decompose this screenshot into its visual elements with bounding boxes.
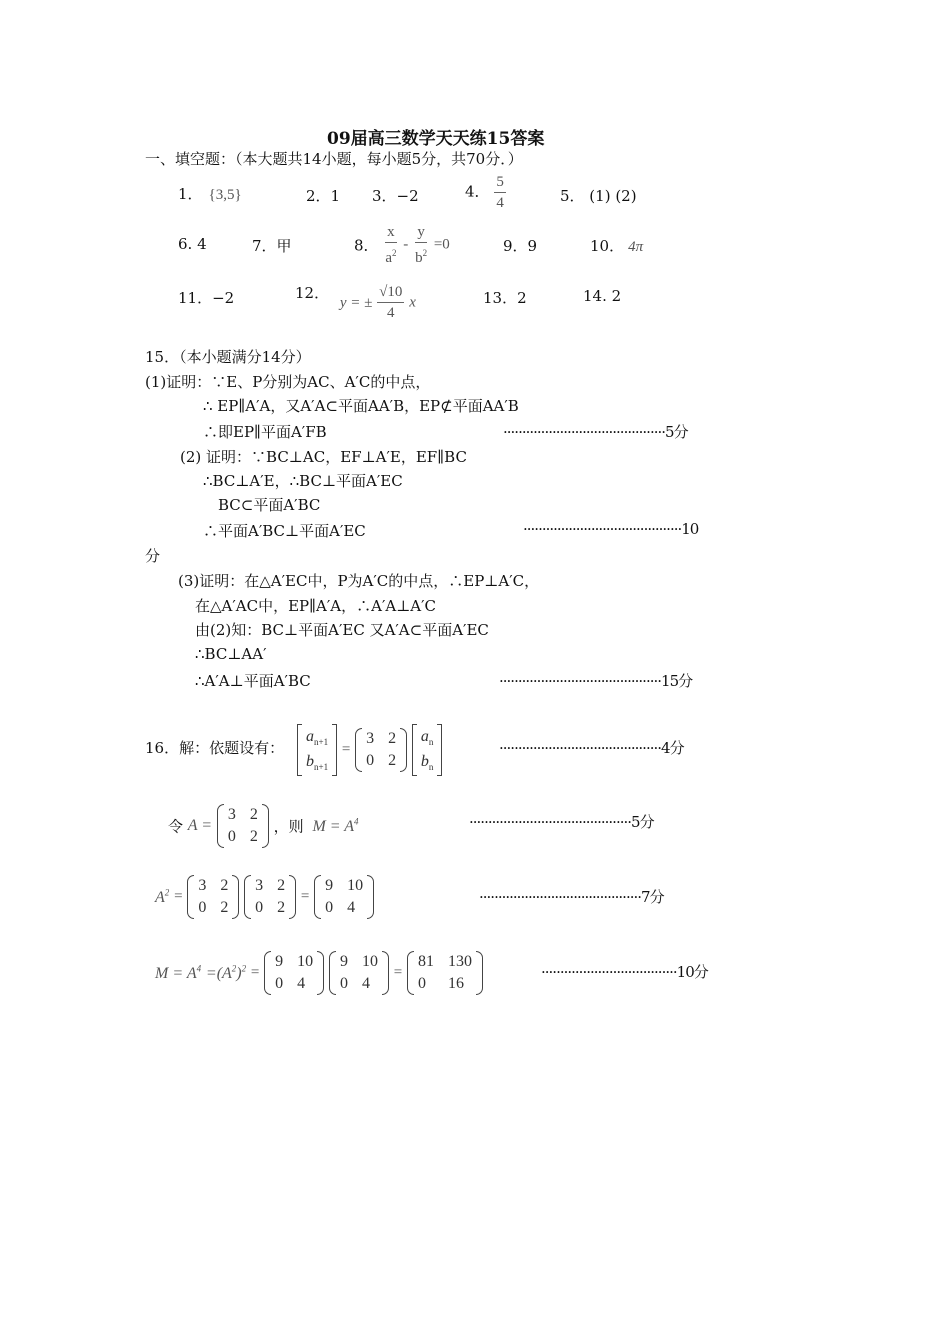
score-mark: ···········································5分 <box>469 813 654 831</box>
proof-line: ∴平面A′BC⊥平面A′EC <box>203 522 366 540</box>
fraction: $\frac{5}{4}$ <box>496 174 504 211</box>
proof-line: ∴A′A⊥平面A′BC <box>195 672 311 690</box>
score-mark: ···········································7分 <box>479 888 664 906</box>
equation-m-result: $M = A^4 =(A^2)^2$ = 9 10 0 4 9 10 0 4 = 81 130 0 16 <box>155 951 483 995</box>
answer-4 <box>465 172 506 213</box>
fraction-y: $\frac{y}{b^2}$ <box>415 224 428 266</box>
matrix-a: 3 2 0 2 <box>217 804 269 848</box>
matrix-a-squared: 9 10 0 4 <box>264 951 324 995</box>
problem-16-heading: 16．解：依题设有： <box>145 739 285 757</box>
proof-line: ∴ EP∥A′A，又A′A⊂平面AA′B，EP⊄平面AA′B <box>203 397 519 415</box>
equation-a-squared: $A^2$ = 3 2 0 2 3 2 0 2 = 9 10 0 4 <box>155 875 374 919</box>
answer-14: 14. 2 <box>583 287 622 305</box>
answer-9: 9．9 <box>503 237 538 255</box>
score-wrap: 分 <box>145 547 161 565</box>
answer-3: 3．−2 <box>372 187 419 205</box>
proof-line: 在△A′AC中，EP∥A′A，∴A′A⊥A′C <box>195 597 437 615</box>
matrix-a-squared: 9 10 0 4 <box>329 951 389 995</box>
vector-current: $a_n$ $b_n$ <box>412 724 443 776</box>
matrix-a: 3 2 0 2 <box>244 875 296 919</box>
matrix-m: 81 130 0 16 <box>407 951 483 995</box>
answer-10 <box>590 235 643 256</box>
page-title: 09届高三数学天天练15答案 <box>327 129 545 149</box>
answer-5: 5． (1) (2) <box>560 187 637 205</box>
fraction-x: $\frac{x}{a^2}$ <box>385 224 397 266</box>
answer-6: 6. 4 <box>178 235 207 253</box>
proof-line: (3)证明：在△A′EC中，P为A′C的中点，∴EP⊥A′C， <box>178 572 540 590</box>
proof-line: ∴BC⊥A′E，∴BC⊥平面A′EC <box>203 472 403 490</box>
answer-8-label: 8． <box>354 236 379 255</box>
section-heading: 一、填空题：（本大题共14小题，每小题5分，共70分．） <box>145 150 523 168</box>
answer-1 <box>178 183 242 204</box>
matrix-a: 3 2 0 2 <box>187 875 239 919</box>
answer-1-label: 1． <box>178 185 203 203</box>
proof-line: (2) 证明：∵BC⊥AC，EF⊥A′E，EF∥BC <box>180 448 467 466</box>
vector-next: $a_{n+1}$ $b_{n+1}$ <box>297 724 337 776</box>
proof-line: BC⊂平面A′BC <box>218 496 321 514</box>
problem-15-heading: 15．（本小题满分14分） <box>145 348 311 366</box>
answer-10-value: 4π <box>628 239 644 255</box>
equation-recurrence: $a_{n+1}$ $b_{n+1}$ = 3 2 0 2 $a_n$ $b_n$ <box>297 724 442 776</box>
answer-10-label: 10． <box>590 237 625 255</box>
proof-line: ∴即EP∥平面A′FB <box>203 423 327 441</box>
fraction-sqrt: $\frac{√10}{4}$ <box>379 284 403 321</box>
answer-8: 8． $\frac{x}{a^2}$ - $\frac{y}{b^2}$ =0 <box>354 224 450 266</box>
matrix-a-squared: 9 10 0 4 <box>314 875 374 919</box>
score-mark: ···········································5分 <box>503 423 688 441</box>
answer-4-label: 4． <box>465 182 490 201</box>
score-mark: ···········································15分 <box>499 672 693 690</box>
answer-2: 2．1 <box>306 187 341 205</box>
score-mark: ····································10分 <box>541 963 708 981</box>
answer-7: 7．甲 <box>252 237 292 255</box>
matrix-a: 3 2 0 2 <box>355 728 407 772</box>
answer-1-value: {3,5} <box>208 187 242 203</box>
proof-line: 由(2)知：BC⊥平面A′EC 又A′A⊂平面A′EC <box>195 621 489 639</box>
equation-define-a: 令 A = 3 2 0 2 ，则 $M = A^4$ <box>168 804 359 848</box>
score-mark: ··········································10 <box>523 520 699 538</box>
proof-line: ∴BC⊥AA′ <box>195 645 267 663</box>
proof-line: (1)证明：∵E、P分别为AC、A′C的中点， <box>145 373 431 391</box>
score-mark: ···········································4分 <box>499 739 684 757</box>
answer-11: 11．−2 <box>178 289 235 307</box>
answer-12: 12． y = ± $\frac{√10}{4}$ x <box>295 284 416 321</box>
answer-12-label: 12． <box>295 284 330 302</box>
answer-13: 13．2 <box>483 289 527 307</box>
